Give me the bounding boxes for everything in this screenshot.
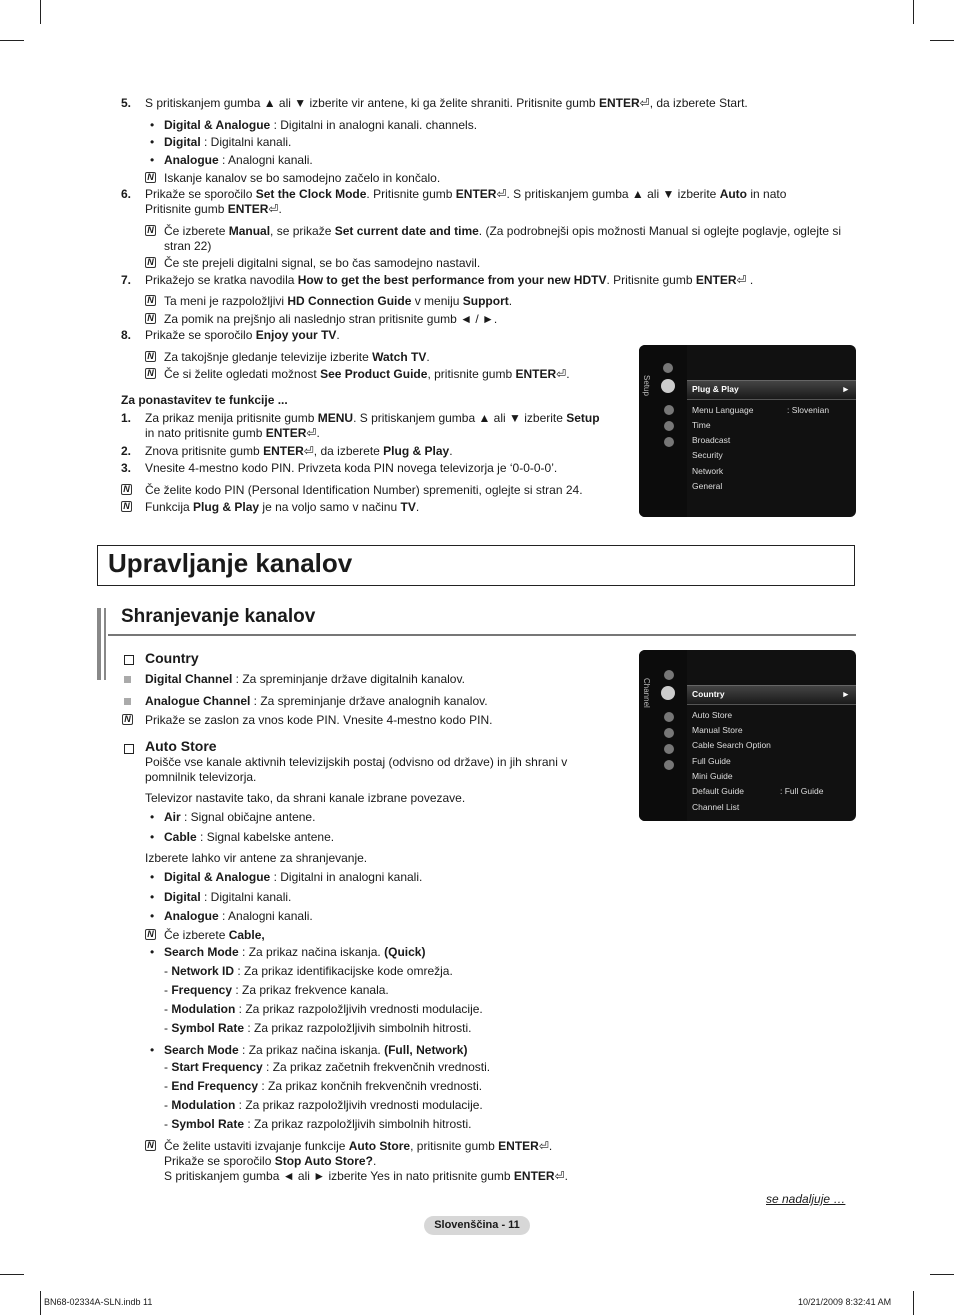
- note-icon: N: [145, 351, 156, 362]
- note-text: Če izberete Cable,: [164, 928, 265, 942]
- menu-item: Security: [692, 450, 723, 460]
- bullet-digital: Digital : Digitalni kanali.: [164, 135, 292, 149]
- note-text: Za pomik na prejšnjo ali naslednjo stran pritisnite gumb ◄ / ►.: [164, 312, 498, 326]
- auto-store-desc2: Televizor nastavite tako, da shrani kanale izbrane povezave.: [145, 791, 466, 805]
- enter-icon: ⏎: [538, 1139, 549, 1153]
- note-icon: N: [145, 929, 156, 940]
- bullet-air: Air : Signal običajne antene.: [164, 810, 316, 824]
- country-item: Analogue Channel : Za spreminjanje države analognih kanalov.: [145, 694, 488, 708]
- section-bar: [104, 608, 106, 680]
- menu-item: Channel List: [692, 802, 740, 812]
- step-number: 8.: [121, 328, 132, 342]
- section-rule: [108, 634, 856, 636]
- crop-mark: [913, 1291, 914, 1315]
- menu-item: Network: [692, 466, 724, 476]
- page-title: Upravljanje kanalov: [108, 548, 353, 578]
- search-mode-quick: Search Mode : Za prikaz načina iskanja. (Quick): [164, 945, 426, 959]
- enter-icon: ⏎: [268, 202, 279, 216]
- support-icon: [664, 437, 674, 447]
- bullet-digital: Digital : Digitalni kanali.: [164, 890, 292, 904]
- note-text: Če želite ustaviti izvajanje funkcije Auto Store, pritisnite gumb ENTER⏎.: [164, 1139, 553, 1153]
- step-number: 1.: [121, 411, 132, 425]
- bullet-cable: Cable : Signal kabelske antene.: [164, 830, 335, 844]
- menu-item: Cable Search Option: [692, 740, 771, 750]
- arrow-right-icon: ►: [841, 689, 850, 699]
- enter-icon: ⏎: [639, 96, 650, 110]
- reset-step-1-line2: in nato pritisnite gumb ENTER⏎.: [145, 426, 320, 440]
- step-number: 6.: [121, 187, 132, 201]
- auto-store-desc: Poišče vse kanale aktivnih televizijskih postaj (odvisno od države) in jih shrani v: [145, 755, 568, 769]
- crop-mark: [930, 1274, 954, 1275]
- input-icon: [664, 744, 674, 754]
- crop-mark: [40, 0, 41, 24]
- dash-item: - Network ID : Za prikaz identifikacijske kode omrežja.: [164, 964, 453, 978]
- footer-date: 10/21/2009 8:32:41 AM: [798, 1297, 892, 1307]
- channel-menu-screen: [639, 650, 856, 821]
- menu-sidebar: [639, 650, 687, 821]
- dash-item: - Symbol Rate : Za prikaz razpoložljivih simbolnih hitrosti.: [164, 1021, 472, 1035]
- note-icon: N: [121, 501, 132, 512]
- dash-item: - Start Frequency : Za prikaz začetnih frekvenčnih vrednosti.: [164, 1060, 491, 1074]
- note-icon: N: [145, 225, 156, 236]
- dash-item: - Modulation : Za prikaz razpoložljivih vrednosti modulacije.: [164, 1002, 483, 1016]
- auto-store-heading: Auto Store: [145, 738, 217, 754]
- dash-item: - Symbol Rate : Za prikaz razpoložljivih simbolnih hitrosti.: [164, 1117, 472, 1131]
- menu-item: Broadcast: [692, 435, 731, 445]
- section-title: Shranjevanje kanalov: [121, 606, 316, 627]
- step-5-text: S pritiskanjem gumba ▲ ali ▼ izberite vir antene, ki ga želite shraniti. Pritisnite gumb ENTER⏎, da izberete Start.: [145, 96, 748, 110]
- step-number: 5.: [121, 96, 132, 110]
- crop-mark: [930, 40, 954, 41]
- menu-value: : Full Guide: [780, 786, 824, 796]
- note-text: Če želite kodo PIN (Personal Identification Number) spremeniti, oglejte si stran 24.: [145, 483, 583, 497]
- auto-store-desc-line2: pomnilnik televizorja.: [145, 770, 257, 784]
- menu-item: Default Guide: [692, 786, 744, 796]
- note-text: Če ste prejeli digitalni signal, se bo čas samodejno nastavil.: [164, 256, 481, 270]
- note-text: Za takojšnje gledanje televizije izberite Watch TV.: [164, 350, 430, 364]
- input-icon: [664, 421, 674, 431]
- page-number-badge: Slovenščina - 11: [424, 1216, 530, 1235]
- channel-icon: [661, 686, 675, 700]
- menu-item-country: Country: [692, 689, 725, 699]
- note-text-line2: Prikaže se sporočilo Stop Auto Store?.: [164, 1154, 377, 1168]
- section-bar: [97, 608, 101, 680]
- note-icon: N: [122, 714, 133, 725]
- note-icon: N: [145, 313, 156, 324]
- enter-icon: ⏎: [554, 1169, 565, 1183]
- note-icon: N: [145, 172, 156, 183]
- square-bullet-icon: [124, 676, 131, 683]
- search-mode-full: Search Mode : Za prikaz načina iskanja. (Full, Network): [164, 1043, 468, 1057]
- note-icon: N: [121, 484, 132, 495]
- menu-item: Auto Store: [692, 710, 733, 720]
- menu-item: Full Guide: [692, 756, 731, 766]
- picture-icon: [664, 670, 674, 680]
- note-icon: N: [145, 257, 156, 268]
- note-icon: N: [145, 295, 156, 306]
- dash-item: - Modulation : Za prikaz razpoložljivih vrednosti modulacije.: [164, 1098, 483, 1112]
- note-text-line3: S pritiskanjem gumba ◄ ali ► izberite Yes in nato pritisnite gumb ENTER⏎.: [164, 1169, 568, 1183]
- gear-icon: [661, 379, 675, 393]
- bullet-analogue: Analogue : Analogni kanali.: [164, 909, 313, 923]
- menu-item: Menu Language: [692, 405, 754, 415]
- step-number: 2.: [121, 444, 132, 458]
- step-number: 3.: [121, 461, 132, 475]
- enter-icon: ⏎: [306, 426, 317, 440]
- country-item: Digital Channel : Za spreminjanje države digitalnih kanalov.: [145, 672, 465, 686]
- arrow-right-icon: ►: [841, 384, 850, 394]
- gear-icon: [664, 712, 674, 722]
- bullet-analogue: Analogue : Analogni kanali.: [164, 153, 313, 167]
- crop-mark: [0, 40, 24, 41]
- checkbox-icon: [124, 655, 134, 665]
- picture-icon: [663, 363, 673, 373]
- note-text: Funkcija Plug & Play je na voljo samo v načinu TV.: [145, 500, 420, 514]
- reset-step-1: Za prikaz menija pritisnite gumb MENU. S pritiskanjem gumba ▲ ali ▼ izberite Setup: [145, 411, 600, 425]
- bullet-digital-analogue: Digital & Analogue : Digitalni in analogni kanali. channels.: [164, 118, 478, 132]
- country-heading: Country: [145, 650, 199, 666]
- menu-item-plug-play: Plug & Play: [692, 384, 739, 394]
- side-label: Setup: [642, 375, 651, 396]
- note-icon: N: [145, 368, 156, 379]
- note-text: Ta meni je razpoložljivi HD Connection Guide v meniju Support.: [164, 294, 513, 308]
- support-icon: [664, 760, 674, 770]
- reset-heading: Za ponastavitev te funkcije ...: [121, 393, 288, 407]
- note-text: Če izberete Manual, se prikaže Set current date and time. (Za podrobnejši opis možnosti Manual si oglejte poglavje, oglejte si: [164, 224, 841, 238]
- reset-step-2: Znova pritisnite gumb ENTER⏎, da izberete Plug & Play.: [145, 444, 453, 458]
- note-text: Iskanje kanalov se bo samodejno začelo in končalo.: [164, 171, 441, 185]
- note-icon: N: [145, 1140, 156, 1151]
- sound-icon: [664, 405, 674, 415]
- menu-item: General: [692, 481, 723, 491]
- reset-step-3: Vnesite 4-mestno kodo PIN. Privzeta koda PIN novega televizorja je ‘0-0-0-0’.: [145, 461, 558, 475]
- enter-icon: ⏎: [303, 444, 314, 458]
- dash-item: - End Frequency : Za prikaz končnih frekvenčnih vrednosti.: [164, 1079, 483, 1093]
- step-8-text: Prikaže se sporočilo Enjoy your TV.: [145, 328, 340, 342]
- note-text: Prikaže se zaslon za vnos kode PIN. Vnesite 4-mestno kodo PIN.: [145, 713, 493, 727]
- step-6-text-line2: Pritisnite gumb ENTER⏎.: [145, 202, 282, 216]
- step-7-text: Prikažejo se kratka navodila How to get the best performance from your new HDTV. Pritisnite gumb ENTER⏎ .: [145, 273, 754, 287]
- menu-item: Time: [692, 420, 711, 430]
- enter-icon: ⏎: [496, 187, 507, 201]
- note-text: Če si želite ogledati možnost See Product Guide, pritisnite gumb ENTER⏎.: [164, 367, 570, 381]
- crop-mark: [40, 1291, 41, 1315]
- step-number: 7.: [121, 273, 132, 287]
- setup-menu-screen: [639, 345, 856, 517]
- enter-icon: ⏎: [556, 367, 567, 381]
- auto-store-desc3: Izberete lahko vir antene za shranjevanje.: [145, 851, 368, 865]
- crop-mark: [0, 1274, 24, 1275]
- step-6-text: Prikaže se sporočilo Set the Clock Mode. Pritisnite gumb ENTER⏎. S pritiskanjem gumba ▲ ali ▼ izberite Auto in nato: [145, 187, 787, 201]
- continued-note: se nadaljuje …: [766, 1192, 846, 1206]
- bullet-digital-analogue: Digital & Analogue : Digitalni in analogni kanali.: [164, 870, 423, 884]
- note-text-line2: stran 22): [164, 239, 212, 253]
- menu-value: : Slovenian: [787, 405, 830, 415]
- square-bullet-icon: [124, 698, 131, 705]
- enter-icon: ⏎: [736, 273, 747, 287]
- menu-item: Manual Store: [692, 725, 743, 735]
- crop-mark: [913, 0, 914, 24]
- dash-item: - Frequency : Za prikaz frekvence kanala.: [164, 983, 389, 997]
- sound-icon: [664, 728, 674, 738]
- checkbox-icon: [124, 744, 134, 754]
- side-label: Channel: [642, 678, 651, 708]
- menu-item: Mini Guide: [692, 771, 733, 781]
- footer-file: BN68-02334A-SLN.indb 11: [44, 1297, 153, 1307]
